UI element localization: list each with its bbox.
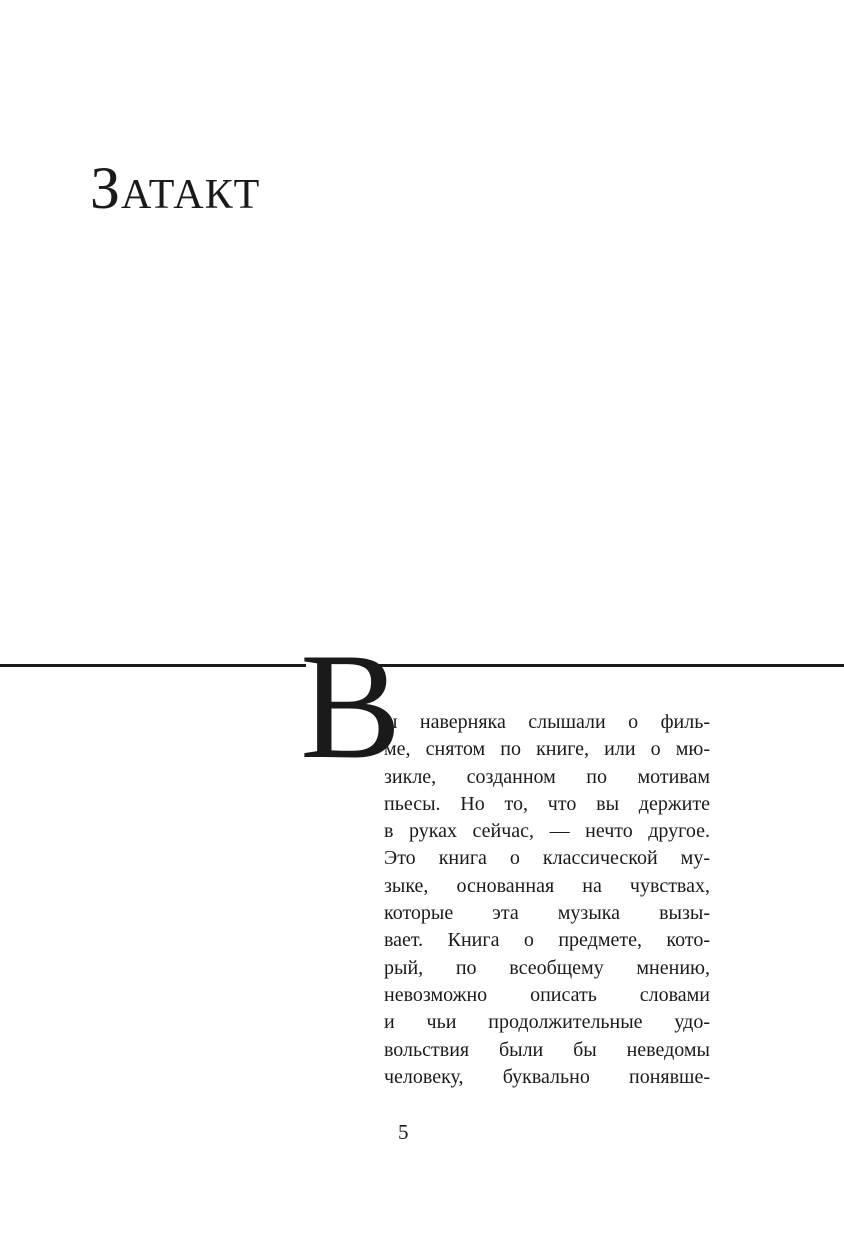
text-line: в руках сейчас, — нечто другое.: [384, 820, 710, 843]
text-line: рый, по всеобщему мнению,: [384, 956, 710, 979]
text-line: ы наверняка слышали о филь-: [384, 711, 710, 733]
text-line: человеку, буквально понявше-: [384, 1065, 710, 1088]
text-line: зикле, созданном по мотивам: [384, 765, 710, 788]
text-line: вольствия были бы неведомы: [384, 1038, 710, 1061]
text-line: невозможно описать словами: [384, 983, 710, 1006]
text-line: ме, снятом по книге, или о мю-: [384, 738, 710, 761]
chapter-title: Затакт: [90, 155, 261, 222]
text-line: которые эта музыка вызы-: [384, 902, 710, 925]
page-number: 5: [398, 1120, 409, 1144]
text-line: вает. Книга о предмете, кото-: [384, 929, 710, 952]
text-line: Это книга о классической му-: [384, 847, 710, 870]
text-line: и чьи продолжительные удо-: [384, 1011, 710, 1034]
body-paragraph: [384, 709, 710, 1091]
horizontal-rule-left: [0, 664, 306, 667]
text-line: пьесы. Но то, что вы держите: [384, 792, 710, 815]
horizontal-rule-right: [378, 664, 844, 667]
text-line: зыке, основанная на чувствах,: [384, 874, 710, 897]
drop-cap: В: [300, 622, 402, 790]
